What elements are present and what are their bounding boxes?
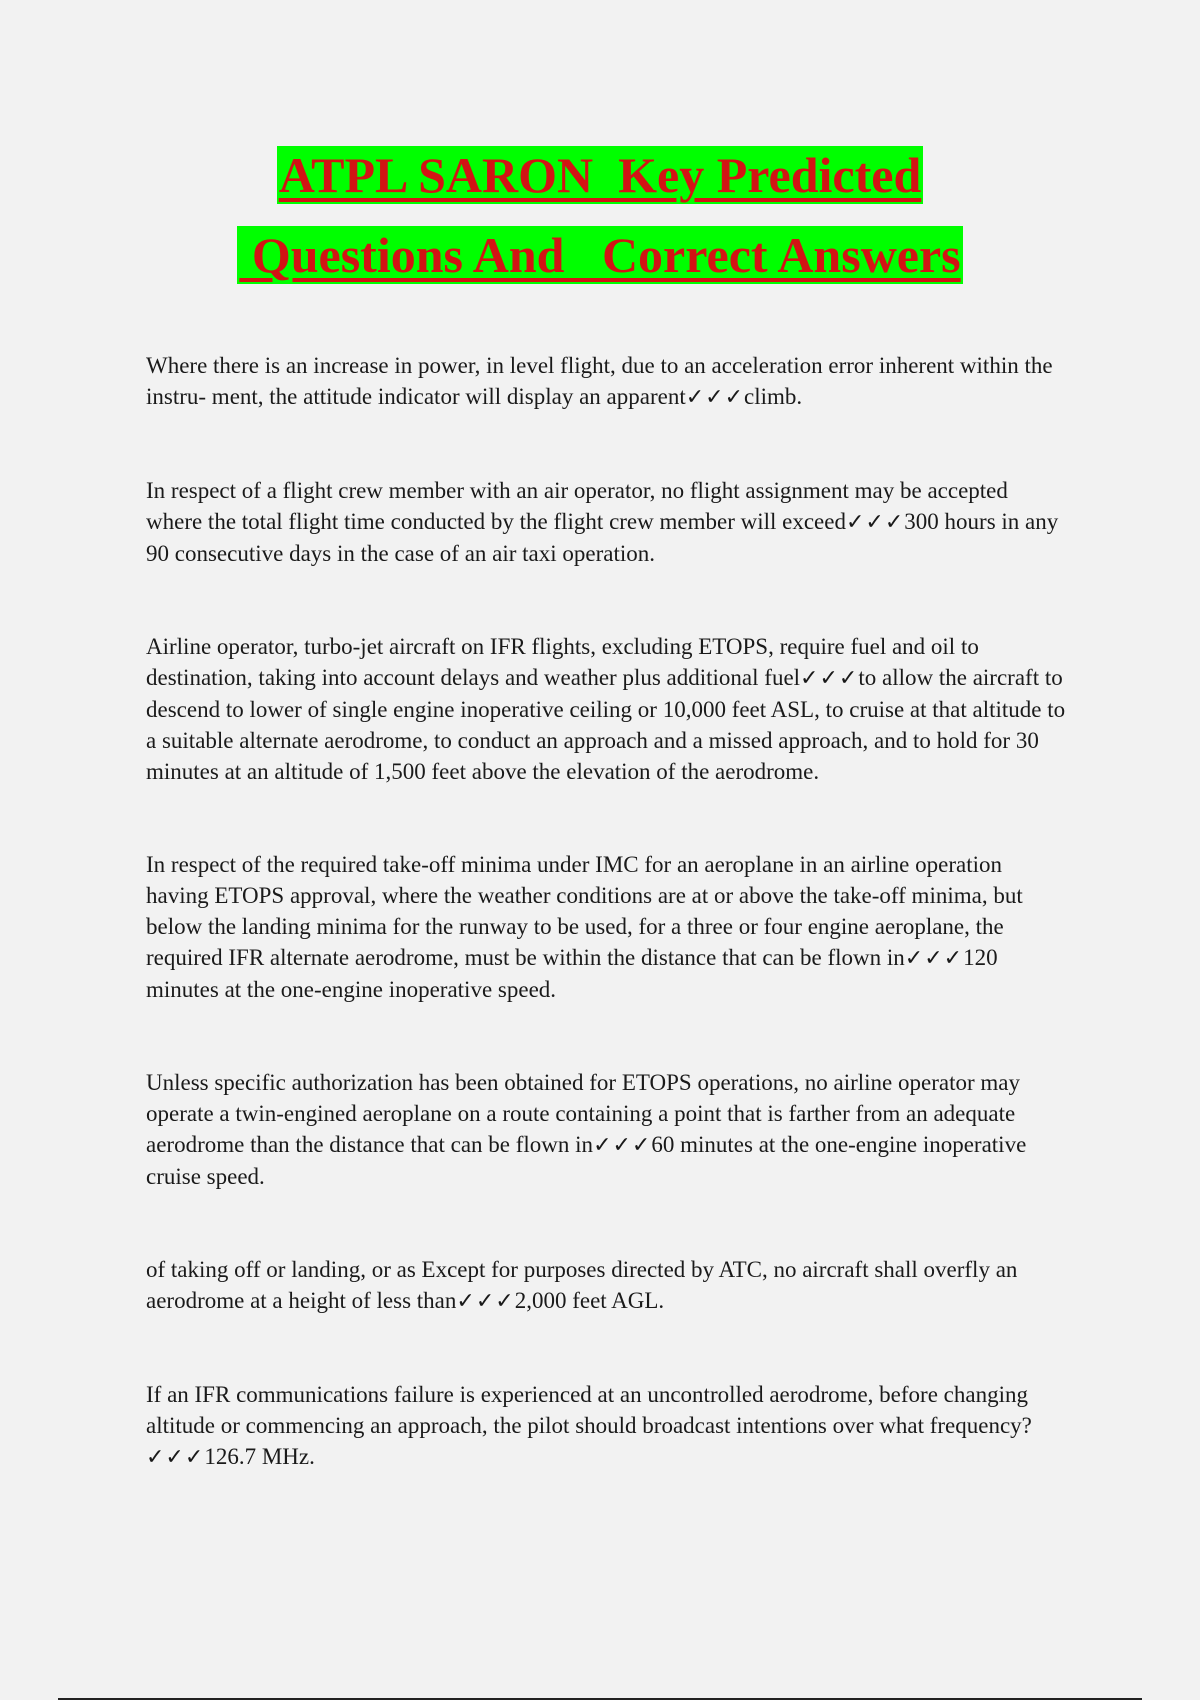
question-text: In respect of a flight crew member with an air operator, no flight assignment may be accepted where the total flight time conducted by the flight crew member will exceed	[146, 478, 1008, 534]
qa-item-3	[146, 631, 1066, 787]
question-text: In respect of the required take-off minima under IMC for an aeroplane in an airline operation having ETOPS approval, where the weather conditions are at or above the take-off minima, but below the landing minima for the runway to be used, for a three or four engine aeroplane, the required IFR alternate aerodrome, must be within the distance that can be flown in	[146, 852, 1023, 970]
qa-item-7	[146, 1379, 1066, 1473]
document-title	[0, 146, 1200, 284]
answer-text: 300 hours in any 90 consecutive days in the case of an air taxi operation.	[146, 509, 1059, 566]
checkmark-icon: ✓✓✓	[845, 510, 905, 535]
answer-text: 126.7 MHz.	[204, 1444, 315, 1469]
question-text: Airline operator, turbo-jet aircraft on IFR flights, excluding ETOPS, require fuel and oil to destination, taking into account delays and weather plus additional fuel	[146, 634, 979, 690]
question-text: Where there is an increase in power, in level flight, due to an acceleration error inherent within the instru- ment, the attitude indicator will display an apparent	[146, 353, 1053, 409]
question-text: Unless specific authorization has been obtained for ETOPS operations, no airline operator may operate a twin-engined aeroplane on a route containing a point that is farther from an adequate aerodrome than the distance that can be flown in	[146, 1070, 1020, 1157]
qa-list	[146, 350, 1066, 1473]
qa-item-5	[146, 1067, 1066, 1192]
checkmark-icon: ✓✓✓	[685, 385, 745, 410]
answer-text: to allow the aircraft to descend to lower of single engine inoperative ceiling or 10,000 feet ASL, to cruise at that altitude to a suitable alternate aerodrome, to conduct an approach and a missed approach, and to hold for 30 minutes at an altitude of 1,500 feet above the elevation of the aerodrome.	[146, 665, 1066, 784]
checkmark-icon: ✓✓✓	[904, 946, 964, 971]
answer-text: 120 minutes at the one-engine inoperative speed.	[146, 945, 998, 1002]
answer-text: 2,000 feet AGL.	[514, 1288, 665, 1313]
question-text: of taking off or landing, or as Except for purposes directed by ATC, no aircraft shall overfly an aerodrome at a height of less than	[146, 1257, 1018, 1313]
answer-text: 60 minutes at the one-engine inoperative cruise speed.	[146, 1132, 1027, 1189]
checkmark-icon: ✓✓✓	[800, 666, 859, 691]
qa-item-4	[146, 849, 1066, 1005]
checkmark-icon: ✓✓✓	[456, 1289, 515, 1314]
title-line-2: Questions And Correct Answers	[239, 227, 961, 283]
qa-item-6	[146, 1254, 1066, 1317]
qa-item-2	[146, 475, 1066, 569]
checkmark-icon: ✓✓✓	[593, 1133, 652, 1158]
title-line-1: ATPL SARON Key Predicted	[278, 147, 922, 203]
question-text: If an IFR communications failure is experienced at an uncontrolled aerodrome, before changing altitude or commencing an approach, the pilot should broadcast intentions over what frequency?	[146, 1382, 1032, 1438]
answer-text: climb.	[744, 384, 803, 409]
checkmark-icon: ✓✓✓	[146, 1445, 205, 1470]
qa-item-1	[146, 350, 1066, 413]
